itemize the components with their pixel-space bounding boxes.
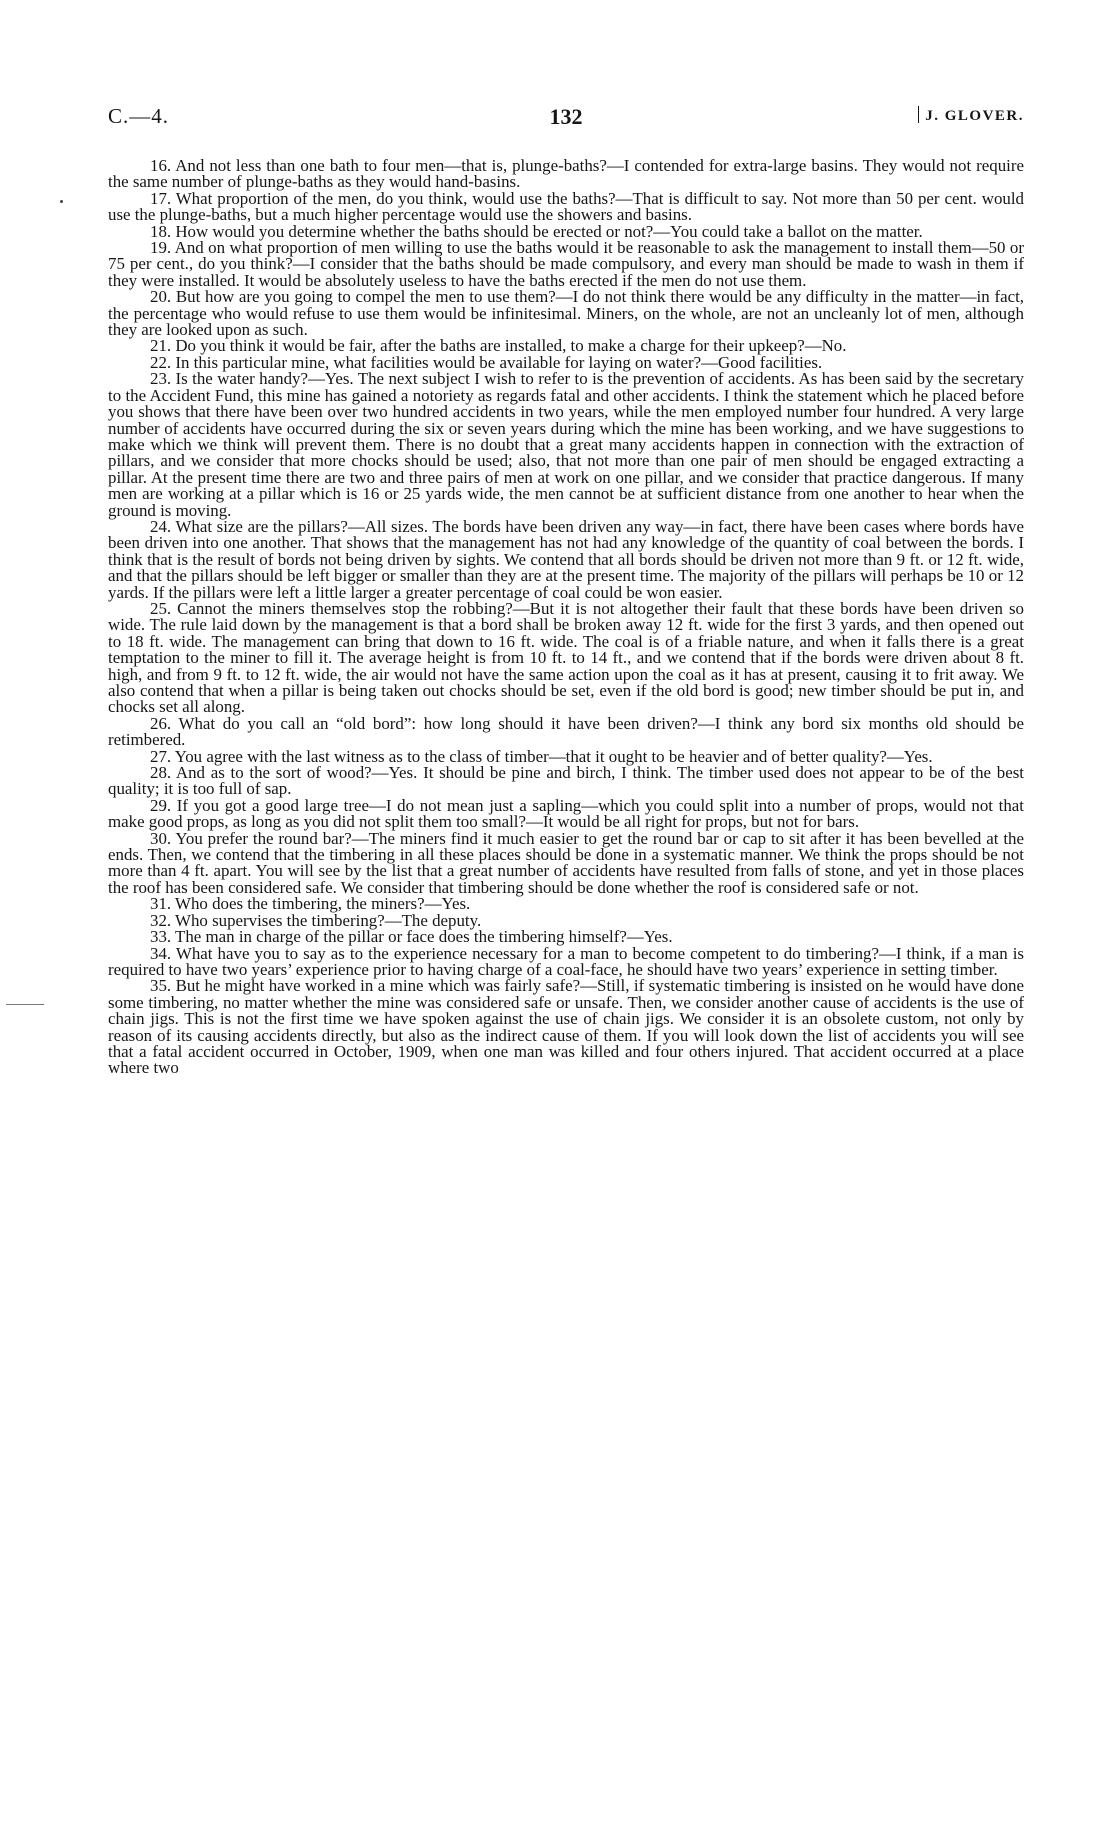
page-header — [108, 104, 1024, 134]
page-number: 132 — [549, 104, 583, 129]
question-17: 17. What proportion of the men, do you think, would use the baths?—That is difficult to say. Not more than 50 per cent. would use the plunge-baths, but a much higher percentage would use the showers and basins. — [108, 188, 1024, 225]
question-22: 22. In this particular mine, what facilities would be available for laying on water?—Good facilities. — [150, 352, 823, 372]
question-35: 35. But he might have worked in a mine which was fairly safe?—Still, if systematic timbering is insisted on he would have done some timbering, no matter whether the mine was considered safe or unsafe. Then, we consider another cause of accidents is the use of chain jigs. This is not the first time we have spoken against the use of chain jigs. We consider it is an obsolete custom, not only by reason of its causing accidents directly, but also as the indirect cause of them. If you will look down the list of accidents you will see that a fatal accident occurred in October, 1909, when one man was killed and four others injured. That accident occurred at a place where two — [108, 976, 1024, 1078]
question-21: 21. Do you think it would be fair, after the baths are installed, to make a charge for their upkeep?—No. — [150, 336, 847, 356]
question-30: 30. You prefer the round bar?—The miners find it much easier to get the round bar or cap to sit after it has been bevelled at the ends. Then, we contend that the timbering in all these places should be done in a systematic manner. We think the props should be not more than 4 ft. apart. You will see by the list that a great number of accidents have resulted from falls of stone, and yet in those places the roof has been considered safe. We consider that timbering should be done whether the roof is considered safe or not. — [108, 828, 1024, 897]
question-19: 19. And on what proportion of men willing to use the baths would it be reasonable to ask the management to install them—50 or 75 per cent., do you think?—I consider that the baths should be made compulsory, and every man should be made to wash in them if they were installed. It would be absolutely useless to have the baths erected if the men do not use them. — [108, 238, 1024, 290]
question-28: 28. And as to the sort of wood?—Yes. It should be pine and birch, I think. The timber used does not appear to be of the best quality; it is too full of sap. — [108, 763, 1024, 799]
question-18: 18. How would you determine whether the baths should be erected or not?—You could take a ballot on the matter. — [150, 221, 923, 241]
question-20: 20. But how are you going to compel the men to use them?—I do not think there would be any difficulty in the matter—in fact, the percentage who would refuse to use them would be infinitesimal. Miners, on the whole, are not an uncleanly lot of men, although they are looked upon as such. — [108, 287, 1024, 340]
document-reference: C.—4. — [108, 104, 170, 128]
question-31: 31. Who does the timbering, the miners?—Yes. — [150, 894, 471, 914]
question-26: 26. What do you call an “old bord”: how long should it have been driven?—I think any bord six months old should be retimbered. — [108, 713, 1024, 750]
question-16: 16. And not less than one bath to four men—that is, plunge-baths?—I contended for extra-large basins. They would not require the same number of plunge-baths as they would hand-basins. — [108, 156, 1024, 192]
question-29: 29. If you got a good large tree—I do not mean just a sapling—which you could split into a number of props, would not that make good props, as long as you did not split them too small?—It would be all right for props, but not for bars. — [108, 795, 1024, 832]
question-32: 32. Who supervises the timbering?—The deputy. — [150, 910, 482, 930]
witness-name: J. GLOVER. — [918, 106, 1024, 125]
margin-dash — [6, 1004, 44, 1005]
testimony-body — [108, 158, 1024, 1077]
question-33: 33. The man in charge of the pillar or face does the timbering himself?—Yes. — [150, 927, 673, 947]
question-27: 27. You agree with the last witness as to the class of timber—that it ought to be heavier and of better quality?—Yes. — [150, 746, 933, 766]
question-24: 24. What size are the pillars?—All sizes. The bords have been driven any way—in fact, there have been cases where bords have been driven into one another. That shows that the management has not had any knowledge of the quantity of coal between the bords. I think that is the result of bords not being driven by sights. We contend that all bords should be driven not more than 9 ft. or 12 ft. wide, and that the pillars should be left bigger or smaller than they are at the present time. The majority of the pillars will perhaps be 10 or 12 yards. If the pillars were left a little larger a greater percentage of coal could be won easier. — [108, 516, 1024, 602]
margin-dot — [60, 200, 63, 203]
question-25: 25. Cannot the miners themselves stop the robbing?—But it is not altogether their fault that these bords have been driven so wide. The rule laid down by the management is that a bord shall be broken away 12 ft. wide for the first 3 yards, and then opened out to 18 ft. wide. The management can bring that down to 16 ft. wide. The coal is of a friable nature, and when it falls there is a great temptation to the miner to fill it. The average height is from 10 ft. to 14 ft., and we contend that if the bords were driven about 8 ft. high, and from 9 ft. to 12 ft. wide, the air would not have the same action upon the coal as it has at present, causing it to frit away. We also contend that when a pillar is being taken out chocks should be set, even if the old bord is good; new timber should be put in, and chocks set all along. — [108, 598, 1024, 717]
question-34: 34. What have you to say as to the experience necessary for a man to become competent to do timbering?—I think, if a man is required to have two years’ experience prior to having charge of a coal-face, he should have two years’ experience in setting timber. — [108, 943, 1024, 979]
question-23: 23. Is the water handy?—Yes. The next subject I wish to refer to is the prevention of accidents. As has been said by the secretary to the Accident Fund, this mine has gained a notoriety as regards fatal and other accidents. I think the statement which he placed before you shows that there have been over two hundred accidents in two years, while the men employed number four hundred. A very large number of accidents have occurred during the six or seven years during which the mine has been working, and we have suggestions to make which we think will prevent them. There is no doubt that a great many accidents happen in connection with the extraction of pillars, and we consider that more chocks should be used; also, that not more than one pair of men should be engaged extracting a pillar. At the present time there are two and three pairs of men at work on one pillar, and we consider that practice dangerous. If many men are working at a pillar which is 16 or 25 yards wide, the men cannot be at sufficient distance from one another to hear when the ground is moving. — [108, 369, 1024, 520]
